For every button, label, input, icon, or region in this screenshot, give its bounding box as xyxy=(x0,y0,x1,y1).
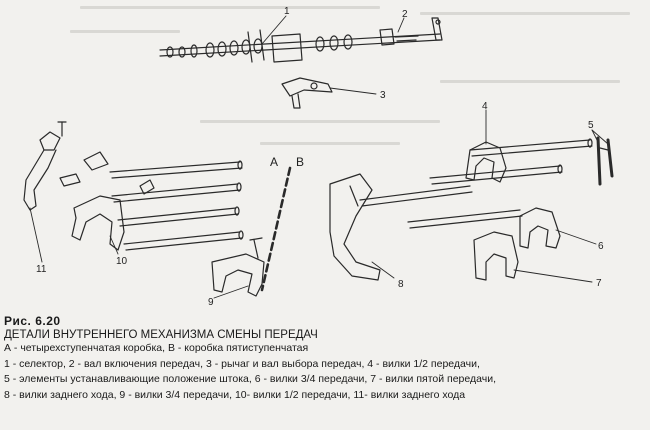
reverse-fork-part-11 xyxy=(24,122,66,210)
selector-assembly xyxy=(160,18,442,62)
fork-part-9 xyxy=(212,238,264,296)
callout-4: 4 xyxy=(482,101,488,112)
figure-caption xyxy=(4,314,644,403)
callout-10: 10 xyxy=(116,256,128,267)
gear-rods-right xyxy=(360,139,592,228)
callout-3: 3 xyxy=(380,90,386,101)
fork-part-4 xyxy=(466,142,506,182)
caption-line: 5 - элементы устанавливающие положение штока, 6 - вилки 3/4 передачи, 7 - вилки пятой передачи, xyxy=(4,373,496,385)
callout-6: 6 xyxy=(598,241,604,252)
callout-7: 7 xyxy=(596,278,602,289)
section-label-a: A xyxy=(270,155,279,169)
section-divider xyxy=(262,168,290,290)
caption-line: А - четырехступенчатая коробка, В - коробка пятиступенчатая xyxy=(4,342,309,354)
figure-number: Рис. 6.20 xyxy=(4,314,61,328)
fork-part-7 xyxy=(474,232,518,280)
gear-rods-left xyxy=(60,152,243,250)
reverse-fork-part-8 xyxy=(330,174,380,280)
fork-part-10 xyxy=(72,196,124,250)
callout-11: 11 xyxy=(36,264,47,275)
fork-part-6 xyxy=(520,208,560,248)
callout-8: 8 xyxy=(398,279,404,290)
caption-line: 8 - вилки заднего хода, 9 - вилки 3/4 передачи, 10- вилки 1/2 передачи, 11- вилки заднего хода xyxy=(4,388,466,401)
callout-5: 5 xyxy=(588,120,594,131)
selector-lever-part-3 xyxy=(282,78,332,108)
callout-1: 1 xyxy=(284,6,290,17)
figure-title: ДЕТАЛИ ВНУТРЕННЕГО МЕХАНИЗМА СМЕНЫ ПЕРЕДАЧ xyxy=(4,329,318,341)
caption-line: 1 - селектор, 2 - вал включения передач, 3 - рычаг и вал выбора передач, 4 - вилки 1/2 передачи, xyxy=(4,357,480,370)
section-label-b: B xyxy=(296,155,305,169)
callout-2: 2 xyxy=(402,9,408,20)
positioning-elements-part-5 xyxy=(598,138,612,184)
callout-9: 9 xyxy=(208,297,214,308)
